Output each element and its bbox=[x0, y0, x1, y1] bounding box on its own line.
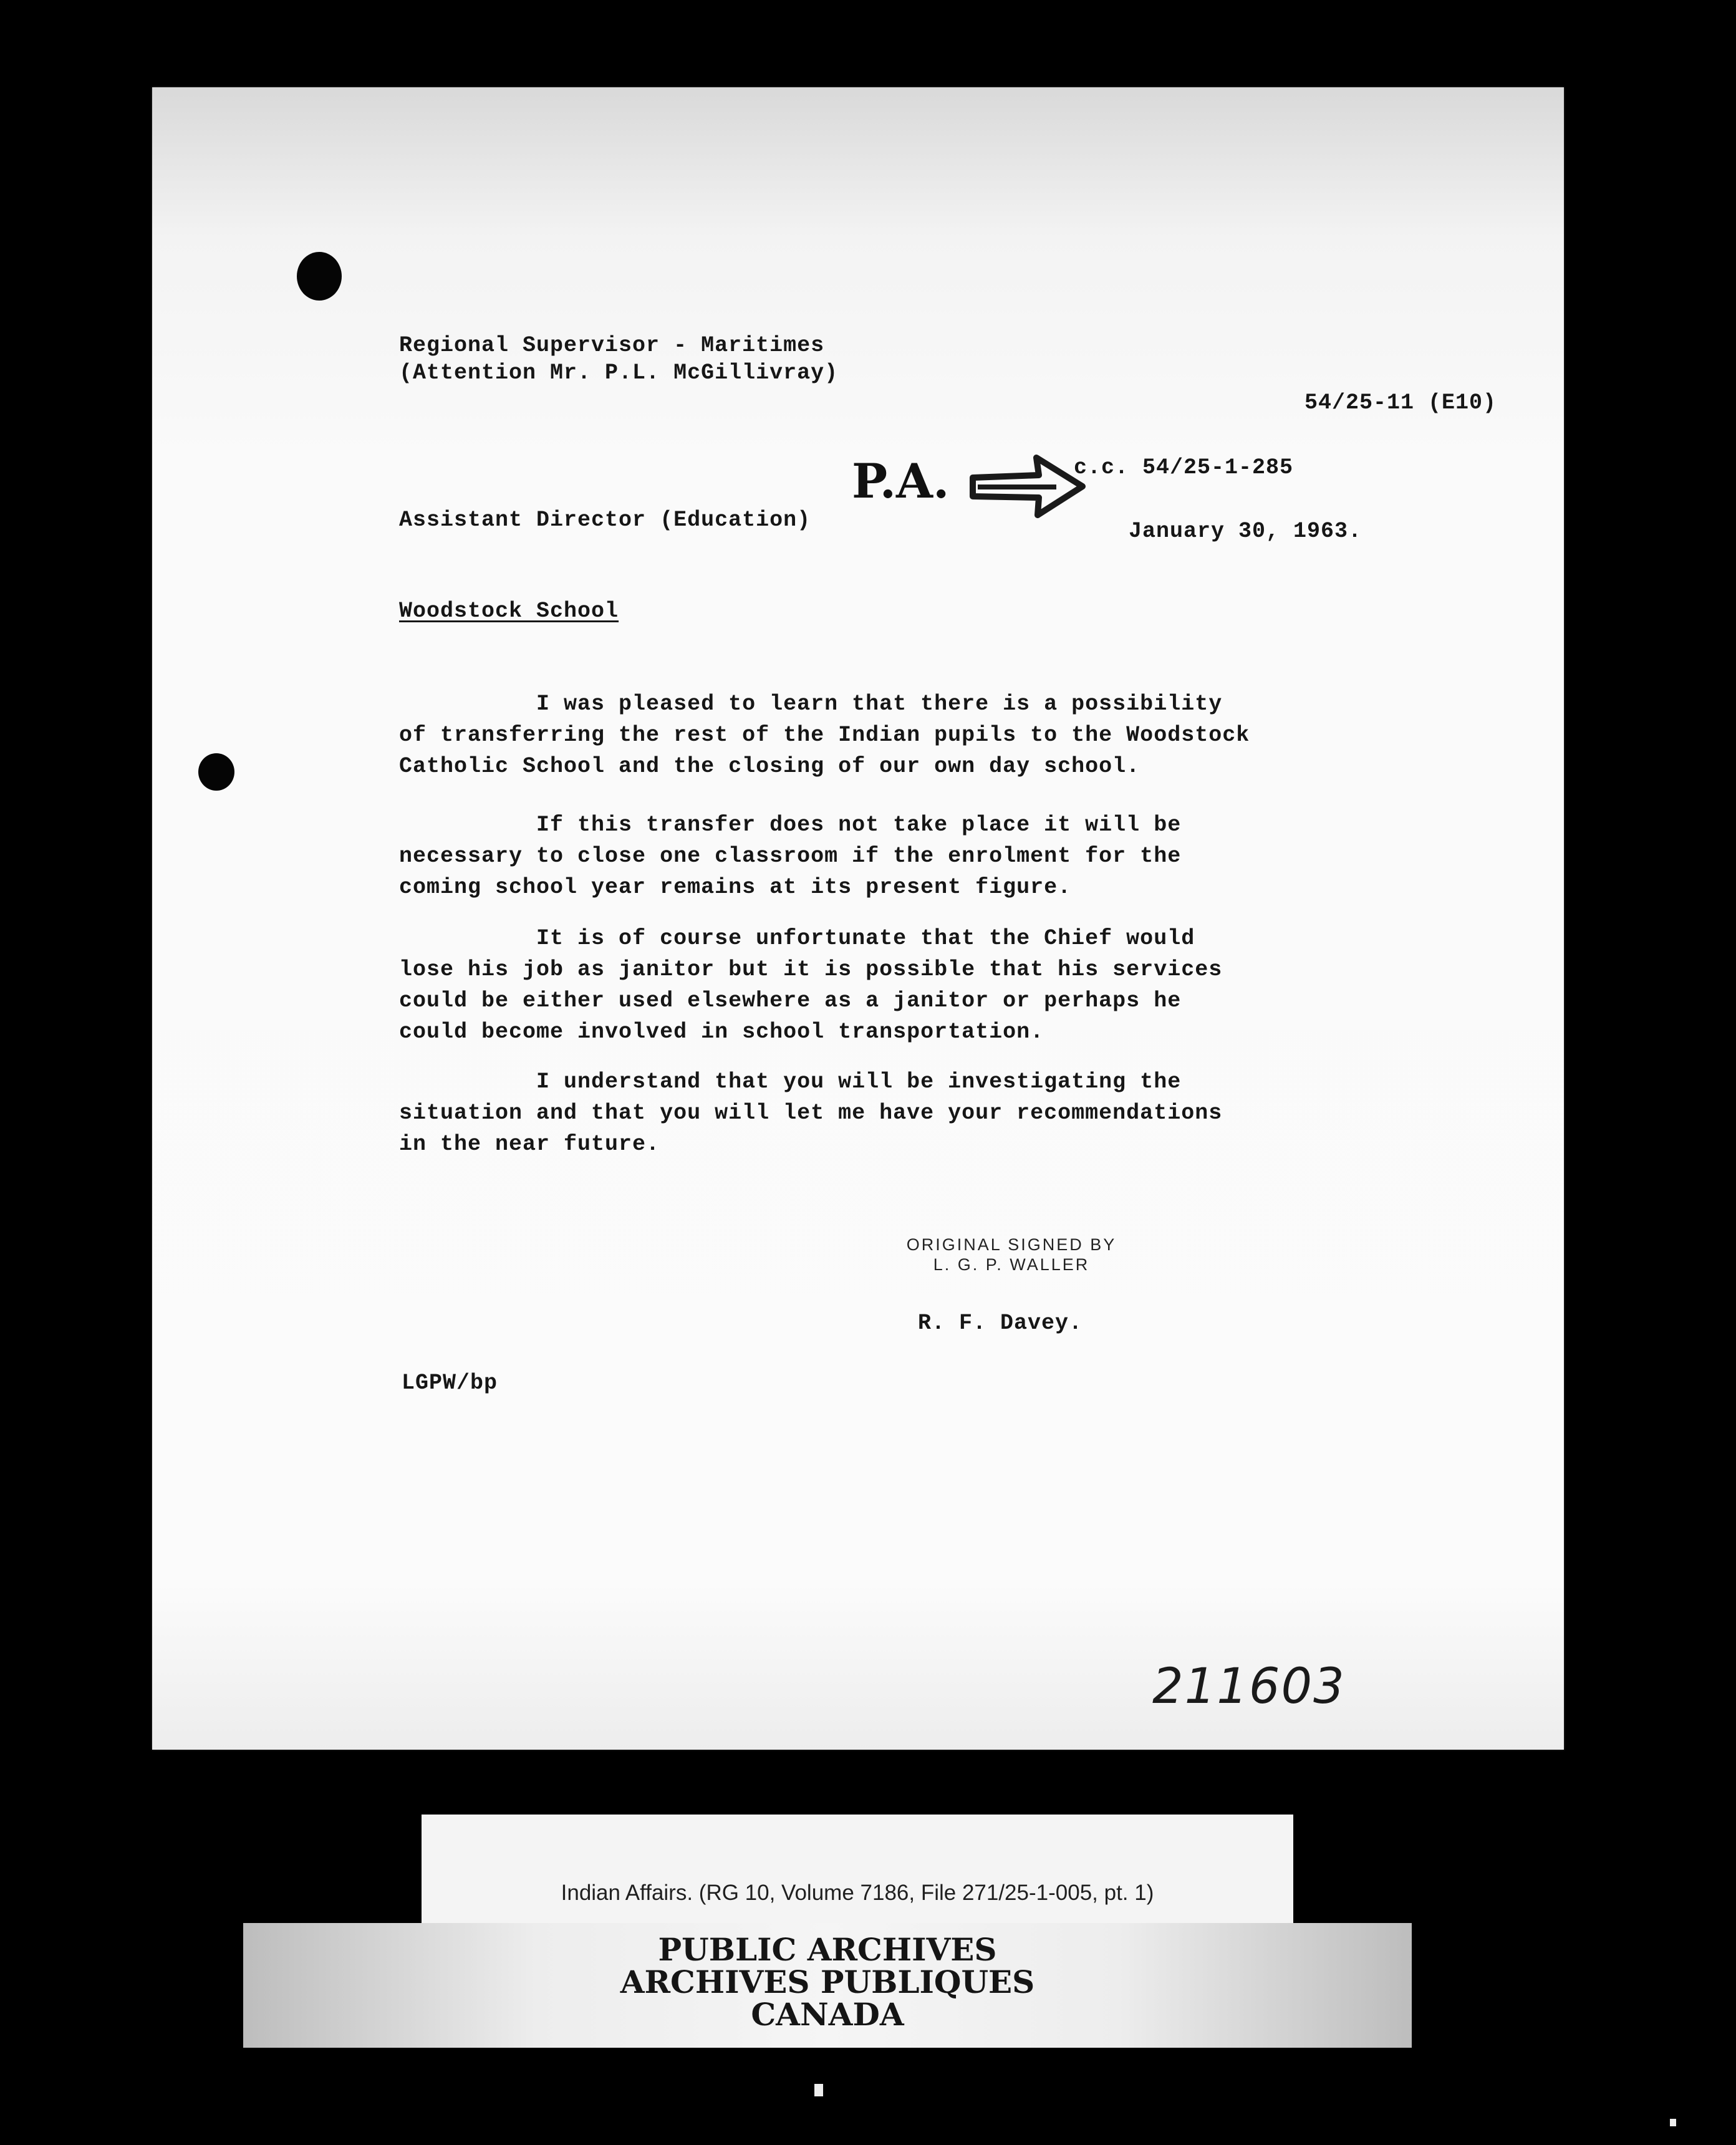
addressee-line-2: (Attention Mr. P.L. McGillivray) bbox=[399, 360, 839, 385]
paragraph-line: lose his job as janitor but it is possible that his services bbox=[399, 957, 1223, 982]
paragraph-line: coming school year remains at its present figure. bbox=[399, 875, 1072, 900]
paragraph-4 bbox=[399, 1066, 1222, 1160]
paragraph-line: could be either used elsewhere as a janitor or perhaps he bbox=[399, 988, 1182, 1013]
paragraph-line: It is of course unfortunate that the Chief would bbox=[399, 926, 1195, 951]
citation-text: Indian Affairs. (RG 10, Volume 7186, File 271/25-1-005, pt. 1) bbox=[561, 1881, 1154, 1905]
archives-title-line-3: CANADA bbox=[751, 1996, 904, 2033]
paragraph-line: I understand that you will be investigating the bbox=[399, 1069, 1182, 1094]
letter-date: January 30, 1963. bbox=[1129, 519, 1362, 544]
film-speck bbox=[1670, 2119, 1676, 2126]
paragraph-line: necessary to close one classroom if the enrolment for the bbox=[399, 844, 1182, 869]
paragraph-2 bbox=[399, 809, 1181, 903]
reference-initials: LGPW/bp bbox=[402, 1371, 498, 1395]
letter-page bbox=[152, 87, 1564, 1750]
paragraph-line: situation and that you will let me have your recommendations bbox=[399, 1101, 1223, 1126]
paragraph-1 bbox=[399, 688, 1250, 782]
paragraph-3 bbox=[399, 923, 1222, 1048]
signature-stamp-line-2: L. G. P. WALLER bbox=[933, 1255, 1090, 1274]
paragraph-line: Catholic School and the closing of our own day school. bbox=[399, 754, 1140, 779]
signature-stamp bbox=[874, 1235, 1149, 1275]
archives-label bbox=[243, 1923, 1412, 2048]
paragraph-line: could become involved in school transportation. bbox=[399, 1019, 1044, 1044]
archives-title-line-2: ARCHIVES PUBLIQUES bbox=[620, 1964, 1035, 2000]
paragraph-line: I was pleased to learn that there is a possibility bbox=[399, 692, 1223, 716]
arrow-icon bbox=[969, 453, 1087, 521]
addressee-line-1: Regional Supervisor - Maritimes bbox=[399, 333, 825, 358]
signature-stamp-line-1: ORIGINAL SIGNED BY bbox=[906, 1235, 1117, 1254]
handwritten-file-number: 211603 bbox=[1152, 1659, 1346, 1715]
punch-hole-middle bbox=[198, 753, 234, 791]
sender-title: Assistant Director (Education) bbox=[399, 508, 811, 533]
cc-reference: c.c. 54/25-1-285 bbox=[1074, 455, 1294, 480]
subject-line: Woodstock School bbox=[399, 599, 619, 624]
punch-hole-top bbox=[297, 252, 342, 301]
paragraph-line: in the near future. bbox=[399, 1132, 660, 1157]
pa-stamp: P.A. bbox=[852, 453, 950, 509]
paragraph-line: If this transfer does not take place it will be bbox=[399, 812, 1182, 837]
paragraph-line: of transferring the rest of the Indian pupils to the Woodstock bbox=[399, 723, 1250, 748]
archives-title-line-1: PUBLIC ARCHIVES bbox=[658, 1931, 997, 1968]
signatory-name: R. F. Davey. bbox=[918, 1311, 1083, 1336]
file-number: 54/25-11 (E10) bbox=[1304, 390, 1497, 415]
film-speck bbox=[814, 2084, 823, 2096]
